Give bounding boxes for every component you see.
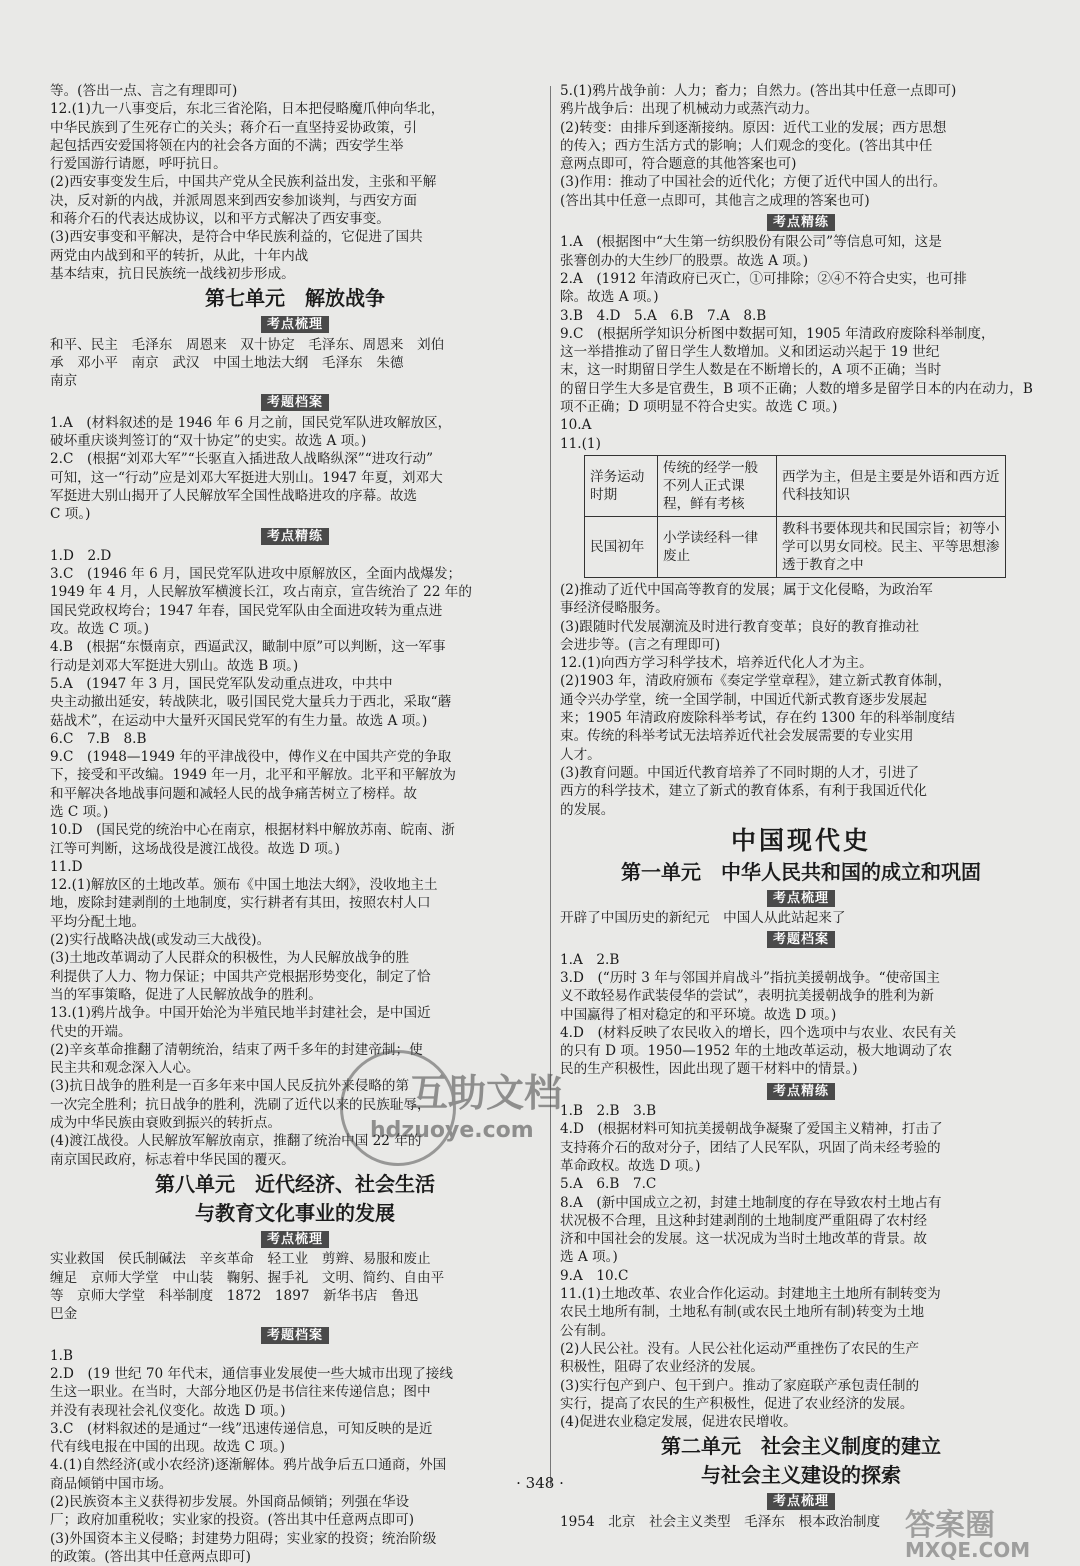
- answer-line: 除。故选 A 项。): [560, 289, 659, 306]
- answer-line: 西方的科学技术，建立了新式的教育体系，有利于我国近代化: [560, 783, 928, 800]
- answer-line: 义不敢轻易作武装侵华的尝试”，表明抗美援朝战争的胜利为新: [560, 988, 934, 1005]
- section-tag-kaodian-shuli: 考点梳理: [261, 316, 329, 333]
- answer-line: 可知，这一“行动”应是刘邓大军挺进大别山。1947 年夏，刘邓大: [50, 469, 443, 486]
- answer-line: 商品倾销中国市场。: [50, 1475, 173, 1492]
- modern-unit1-jinglian: [560, 1102, 1042, 1431]
- answer-line: (4)促进农业稳定发展，促进农民增收。: [560, 1414, 797, 1431]
- modern-unit2-title-line1: 第二单元 社会主义制度的建立: [661, 1434, 941, 1459]
- answer-line: 2.D (19 世纪 70 年代末，通信事业发展使一些大城市出现了接线: [50, 1366, 453, 1382]
- answer-line: 实行，提高了农民的生产积极性，促进了农业经济的发展。: [560, 1395, 914, 1412]
- answer-line: 中华民族到了生死存亡的关头；蒋介石一直坚持妥协政策，引: [50, 119, 418, 136]
- section-tag-kaodian-shuli-r: 考点梳理: [767, 890, 835, 907]
- answer-line: 12.(1)向西方学习科学技术，培养近代化人才为主。: [560, 655, 873, 672]
- answer-line: 破坏重庆谈判签订的“双十协定”的史实。故选 A 项。): [50, 433, 367, 450]
- modern-unit2-keywords: 1954 北京 社会主义类型 毛泽东 根本政治制度: [560, 1513, 881, 1530]
- answer-line: 攻。故选 C 项。): [50, 621, 150, 638]
- answer-line: 选 C 项。): [50, 803, 109, 820]
- answer-line: (3)外国资本主义侵略；封建势力阻碍；实业家的投资；统治阶级: [50, 1530, 437, 1547]
- answer-line: 4.B (根据“东慑南京，西逼武汉，瞰制中原”可以判断，这一军事: [50, 639, 446, 656]
- answer-line: 10.D (国民党的统治中心在南京，根据材料中解放苏南、皖南、浙: [50, 822, 455, 839]
- answer-line: 利提供了人力、物力保证；中国共产党根据形势变化，制定了恰: [50, 968, 431, 985]
- keyword-line: 承 邓小平 南京 武汉 中国土地法大纲 毛泽东 朱德: [50, 354, 404, 371]
- modern-unit2-title-line2: 与社会主义建设的探索: [701, 1463, 901, 1488]
- answer-line: 江等可判断，这场战役是渡江战役。故选 D 项。): [50, 840, 340, 857]
- answer-line: 9.A 10.C: [560, 1267, 629, 1284]
- table-cell: 民国初年: [585, 516, 658, 577]
- corner-watermark-text: 答案圈: [905, 1508, 995, 1543]
- answer-line: 一次完全胜利；抗日战争的胜利，洗刷了近代以来的民族耻辱，: [50, 1096, 431, 1113]
- answer-line: 12.(1)九一八事变后，东北三省沦陷，日本把侵略魔爪伸向华北，: [50, 101, 445, 118]
- answer-line: (3)实行包产到户、包干到户。推动了家庭联产承包责任制的: [560, 1377, 920, 1394]
- answer-line: 行动是刘邓大军挺进大别山。故选 B 项。): [50, 657, 299, 674]
- answer-line: 的只有 D 项。1950—1952 年的土地改革运动，极大地调动了农: [560, 1043, 953, 1060]
- answer-line: 中国赢得了相对稳定的和平环境。故选 D 项。): [560, 1006, 837, 1023]
- answer-line: 济和中国社会的发展。这一状况成为当时土地改革的背景。故: [560, 1231, 928, 1248]
- answer-line: 行爱国游行请愿，呼吁抗日。: [50, 156, 227, 173]
- answer-line: (2)民族资本主义获得初步发展。外国商品倾销；列强在华设: [50, 1494, 410, 1511]
- answer-line: 4.(1)自然经济(或小农经济)逐渐解体。鸦片战争后五口通商，外国: [50, 1457, 447, 1474]
- answer-line: 3.B 4.D 5.A 6.B 7.A 8.B: [560, 307, 767, 324]
- answer-line: 11.(1): [560, 435, 601, 452]
- comparison-table: [584, 455, 1006, 578]
- unit7-title: 第七单元 解放战争: [205, 286, 385, 311]
- answer-line: 菇战术”，在运动中大量歼灭国民党军的有生力量。故选 A 项。): [50, 712, 428, 729]
- answer-line: (2)转变：由排斥到逐渐接纳。原因：近代工业的发展；西方思想: [560, 119, 947, 136]
- answer-line: (答出其中任意一点即可，其他言之成理的答案也可): [560, 192, 870, 209]
- modern-unit1-title: 第一单元 中华人民共和国的成立和巩固: [621, 859, 981, 884]
- answer-line: (3)作用：推动了中国社会的近代化；方便了近代中国人的出行。: [560, 174, 947, 191]
- section-tag-kaodian-shuli-unit8: 考点梳理: [261, 1231, 329, 1248]
- answer-line: 这一举措推动了留日学生人数增加。义和团运动兴起于 19 世纪: [560, 344, 940, 361]
- modern-unit1-dangan: [560, 951, 1042, 1079]
- answer-line: 事经济侵略服务。: [560, 600, 669, 617]
- answer-line: 代史的开端。: [50, 1023, 132, 1040]
- watermark-stamp: [340, 1050, 590, 1160]
- answer-line: 1.B 2.B 3.B: [560, 1103, 657, 1120]
- answer-line: 的留日学生大多是官费生，B 项不正确；人数的增多是留学日本的内在动力，B: [560, 380, 1033, 397]
- unit8-jinglian-answers: [560, 233, 1042, 453]
- answer-line: 支持蒋介石的敌对分子，团结了人民军队，巩固了尚未经考验的: [560, 1139, 941, 1156]
- answer-line: (2)推动了近代中国高等教育的发展；属于文化侵略，为政治军: [560, 581, 933, 598]
- answer-line: 3.D (“历时 3 年与邻国并肩战斗”指抗美援朝战争。“使帝国主: [560, 969, 940, 986]
- section-tag-kaodian-jinglian: 考点精练: [261, 528, 329, 545]
- answer-line: (3)教育问题。中国近代教育培养了不同时期的人才，引进了: [560, 764, 920, 781]
- page-number: · 348 ·: [516, 1474, 564, 1492]
- table-cell: 西学为主，但是主要是外语和西方近代科技知识: [777, 455, 1006, 516]
- answer-line: 4.D (根据材料可知抗美援朝战争凝聚了爱国主义精神，打击了: [560, 1121, 943, 1138]
- table-row: [585, 516, 1006, 577]
- answer-line: 6.C 7.B 8.B: [50, 730, 147, 747]
- answer-line: (3)跟随时代发展潮流及时进行教育变革；良好的教育推动社: [560, 618, 920, 635]
- answer-line: 2.A (1912 年清政府已灭亡，①可排除；②④不符合史实，也可排: [560, 270, 967, 287]
- answer-line: 3.C (1946 年 6 月，国民党军队进攻中原解放区，全面内战爆发；: [50, 566, 462, 583]
- answer-line: 2.C (根据“刘邓大军”“长驱直入插进敌人战略纵深”“进攻行动”: [50, 451, 434, 468]
- answer-line: 民的生产积极性，因此出现了题干材料中的情景。): [560, 1061, 858, 1078]
- corner-watermark: [905, 1500, 1030, 1562]
- answer-line: 地，废除封建剥削的土地制度，实行耕者有其田，按照农村人口: [50, 895, 431, 912]
- answer-line: (2)辛亥革命推翻了清朝统治，结束了两千多年的封建帝制；使: [50, 1041, 423, 1058]
- after-table-answers: [560, 581, 1042, 819]
- answer-line: 国民党政权垮台；1947 年春，国民党军队由全面进攻转为重点进: [50, 602, 443, 619]
- answer-line: (4)渡江战役。人民解放军解放南京，推翻了统治中国 22 年的: [50, 1133, 422, 1150]
- answer-line: 9.C (根据所学知识分析图中数据可知，1905 年清政府废除科举制度，: [560, 325, 995, 342]
- answer-line: 5.A 6.B 7.C: [560, 1176, 657, 1193]
- section-tag-kaoti-dangan-r: 考题档案: [767, 931, 835, 948]
- table-cell: 洋务运动时期: [585, 455, 658, 516]
- answer-line: 1.A (根据图中“大生第一纺织股份有限公司”等信息可知，这是: [560, 234, 942, 251]
- column-divider: [550, 86, 551, 1486]
- answer-line: 10.A: [560, 417, 592, 434]
- answer-line: (3)西安事变和平解决，是符合中华民族利益的，它促进了国共: [50, 229, 423, 246]
- answer-line: C 项。): [50, 506, 91, 523]
- answer-line: 12.(1)解放区的土地改革。颁布《中国土地法大纲》，没收地主土: [50, 877, 438, 894]
- answer-line: 4.D (材料反映了农民收入的增长，四个选项中与农业、农民有关: [560, 1024, 957, 1041]
- section-tag-kaodian-shuli-r2: 考点梳理: [767, 1493, 835, 1510]
- answer-line: 束。传统的科举考试无法培养近代社会发展需要的专业实用: [560, 728, 914, 745]
- answer-line: 并没有表现社会礼仪变化。故选 D 项。): [50, 1402, 286, 1419]
- left-column: [50, 82, 540, 1566]
- answer-line: 选 A 项。): [560, 1249, 618, 1266]
- answer-line: 项不正确；D 项明显不符合史实。故选 C 项。): [560, 399, 838, 416]
- section-tag-kaodian-jinglian-r2: 考点精练: [767, 1083, 835, 1100]
- answer-line: 5.(1)鸦片战争前：人力；畜力；自然力。(答出其中任意一点即可): [560, 83, 957, 99]
- modern-unit1-keywords: 开辟了中国历史的新纪元 中国人从此站起来了: [560, 910, 846, 927]
- answer-line: (3)抗日战争的胜利是一百多年来中国人民反抗外来侵略的第: [50, 1078, 410, 1095]
- answer-line: 生这一职业。在当时，大部分地区仍是书信往来传递信息；图中: [50, 1384, 431, 1401]
- answer-line: 9.C (1948—1949 年的平津战役中，傅作义在中国共产党的争取: [50, 749, 452, 766]
- section-title-modern-history: 中国现代史: [730, 825, 871, 855]
- section-tag-kaodian-jinglian-r: 考点精练: [767, 214, 835, 231]
- answer-line: 央主动撤出延安，转战陕北，吸引国民党大量兵力于西北，采取“蘑: [50, 694, 452, 711]
- right-top-answers: [560, 82, 1042, 210]
- keyword-line: 巴金: [50, 1306, 78, 1323]
- answer-line: 1.D 2.D: [50, 547, 112, 564]
- corner-watermark-url: MXQE.COM: [905, 1538, 1031, 1562]
- answer-line: 的发展。: [560, 801, 615, 818]
- watermark-text: 互助文档: [410, 1071, 563, 1115]
- answer-line: 公有制。: [560, 1322, 615, 1339]
- answer-line: 通令兴办学堂，统一全国学制，中国近代新式教育逐步发展起: [560, 691, 928, 708]
- answer-line: 农民土地所有制，土地私有制(或农民土地所有制)转变为土地: [560, 1304, 925, 1321]
- unit7-keywords: [50, 336, 540, 391]
- section-tag-kaoti-dangan-unit8: 考题档案: [261, 1327, 329, 1344]
- unit8-title-line2: 与教育文化事业的发展: [195, 1200, 395, 1225]
- answer-line: 平均分配土地。: [50, 913, 146, 930]
- keyword-line: 实业救国 侯氏制碱法 辛亥革命 轻工业 剪辫、易服和废止: [50, 1251, 431, 1268]
- answer-line: 军挺进大别山揭开了人民解放军全国性战略进攻的序幕。故选: [50, 487, 418, 504]
- answer-line: 成为中华民族由衰败到振兴的转折点。: [50, 1115, 282, 1132]
- answer-line: 南京国民政府，标志着中华民国的覆灭。: [50, 1151, 295, 1168]
- keyword-line: 等 京师大学堂 科举制度 1872 1897 新华书店 鲁迅: [50, 1287, 419, 1304]
- answer-line: 会进步等。(言之有理即可): [560, 636, 721, 653]
- unit7-dangan-answers: [50, 414, 540, 524]
- table-cell: 传统的经学一般不列人正式课程，鲜有考核: [658, 455, 777, 516]
- answer-line: 等。(答出一点、言之有理即可): [50, 83, 238, 99]
- answer-line: 当的军事策略，促进了人民解放战争的胜利。: [50, 986, 322, 1003]
- answer-line: 1949 年 4 月，人民解放军横渡长江，攻占南京，宣告统治了 22 年的: [50, 584, 472, 601]
- answer-line: 厂；政府加重税收；实业家的投资。(答出其中任意两点即可): [50, 1512, 415, 1529]
- answer-line: (2)人民公社。没有。人民公社化运动严重挫伤了农民的生产: [560, 1340, 920, 1357]
- unit8-keywords: [50, 1250, 540, 1323]
- answer-line: 来；1905 年清政府废除科举考试，存在约 1300 年的科举制度结: [560, 710, 955, 727]
- answer-line: 基本结束，抗日民族统一战线初步形成。: [50, 265, 295, 282]
- answer-line: 意两点即可，符合题意的其他答案也可): [560, 156, 797, 173]
- answer-line: 1.A 2.B: [560, 951, 620, 968]
- answer-line: 5.A (1947 年 3 月，国民党军队发动重点进攻，中共中: [50, 675, 393, 692]
- answer-line: 的传入；西方生活方式的影响；人们观念的变化。(答出其中任: [560, 137, 933, 154]
- unit8-title-line1: 第八单元 近代经济、社会生活: [155, 1171, 435, 1196]
- right-column: [560, 82, 1042, 1531]
- answer-line: (2)1903 年，清政府颁布《奏定学堂章程》，建立新式教育体制，: [560, 673, 952, 690]
- answer-line: 3.C (材料叙述的是通过“一线”迅速传递信息，可知反映的是近: [50, 1420, 433, 1437]
- answer-line: 代有线电报在中国的出现。故选 C 项。): [50, 1439, 286, 1456]
- answer-line: 张謇创办的大生纱厂的股票。故选 A 项。): [560, 252, 809, 269]
- answer-line: (3)土地改革调动了人民群众的积极性，为人民解放战争的胜: [50, 950, 410, 967]
- answer-line: 13.(1)鸦片战争。中国开始沦为半殖民地半封建社会，是中国近: [50, 1005, 431, 1022]
- watermark-url: hdzuoye.com: [370, 1118, 534, 1143]
- answer-line: 和平解决各地战事问题和减轻人民的战争痛苦树立了榜样。故: [50, 785, 418, 802]
- answer-line: 状况极不合理，且这种封建剥削的土地制度严重阻碍了农村经: [560, 1212, 928, 1229]
- answer-line: 下，接受和平改编。1949 年一月，北平和平解放。北平和平解放为: [50, 767, 456, 784]
- answer-line: 11.D: [50, 858, 83, 875]
- table-cell: 教科书要体现共和民国宗旨；初等小学可以男女同校。民主、平等思想渗透于教育之中: [777, 516, 1006, 577]
- answer-line: (2)实行战略决战(或发动三大战役)。: [50, 932, 271, 949]
- answer-line: 和蒋介石的代表达成协议，以和平方式解决了西安事变。: [50, 211, 390, 228]
- answer-line: 末，这一时期留日学生人数是在不断增长的，A 项不正确；当时: [560, 362, 942, 379]
- answer-line: 鸦片战争后：出现了机械动力或蒸汽动力。: [560, 101, 819, 118]
- answer-line: 两党由内战到和平的转折，从此，十年内战: [50, 247, 309, 264]
- answer-line: 11.(1)土地改革、农业合作化运动。封建地主土地所有制转变为: [560, 1286, 941, 1303]
- table-cell: 小学读经科一律废止: [658, 516, 777, 577]
- table-row: [585, 455, 1006, 516]
- answer-line: 1.A (材料叙述的是 1946 年 6 月之前，国民党军队进攻解放区，: [50, 414, 452, 431]
- answer-line: 积极性，阻碍了农业经济的发展。: [560, 1359, 764, 1376]
- answer-line: 的政策。(答出其中任意两点即可): [50, 1548, 251, 1565]
- left-top-answers: [50, 82, 540, 283]
- answer-line: (2)西安事变发生后，中国共产党从全民族利益出发，主张和平解: [50, 174, 437, 191]
- section-tag-kaoti-dangan: 考题档案: [261, 394, 329, 411]
- answer-line: 民主共和观念深入人心。: [50, 1060, 200, 1077]
- answer-line: 人才。: [560, 746, 601, 763]
- unit8-dangan-answers: [50, 1347, 540, 1566]
- answer-line: 革命政权。故选 D 项。): [560, 1157, 701, 1174]
- answer-line: 1.B: [50, 1347, 73, 1364]
- keyword-line: 和平、民主 毛泽东 周恩来 双十协定 毛泽东、周恩来 刘伯: [50, 336, 445, 353]
- answer-line: 8.A (新中国成立之初，封建土地制度的存在导致农村土地占有: [560, 1194, 942, 1211]
- keyword-line: 南京: [50, 373, 78, 390]
- keyword-line: 缠足 京师大学堂 中山装 鞠躬、握手礼 文明、简约、自由平: [50, 1269, 445, 1286]
- answer-line: 决，反对新的内战，并派周恩来到西安参加谈判，与西安方面: [50, 192, 418, 209]
- answer-line: 起包括西安爱国将领在内的社会各方面的不满；西安学生举: [50, 137, 404, 154]
